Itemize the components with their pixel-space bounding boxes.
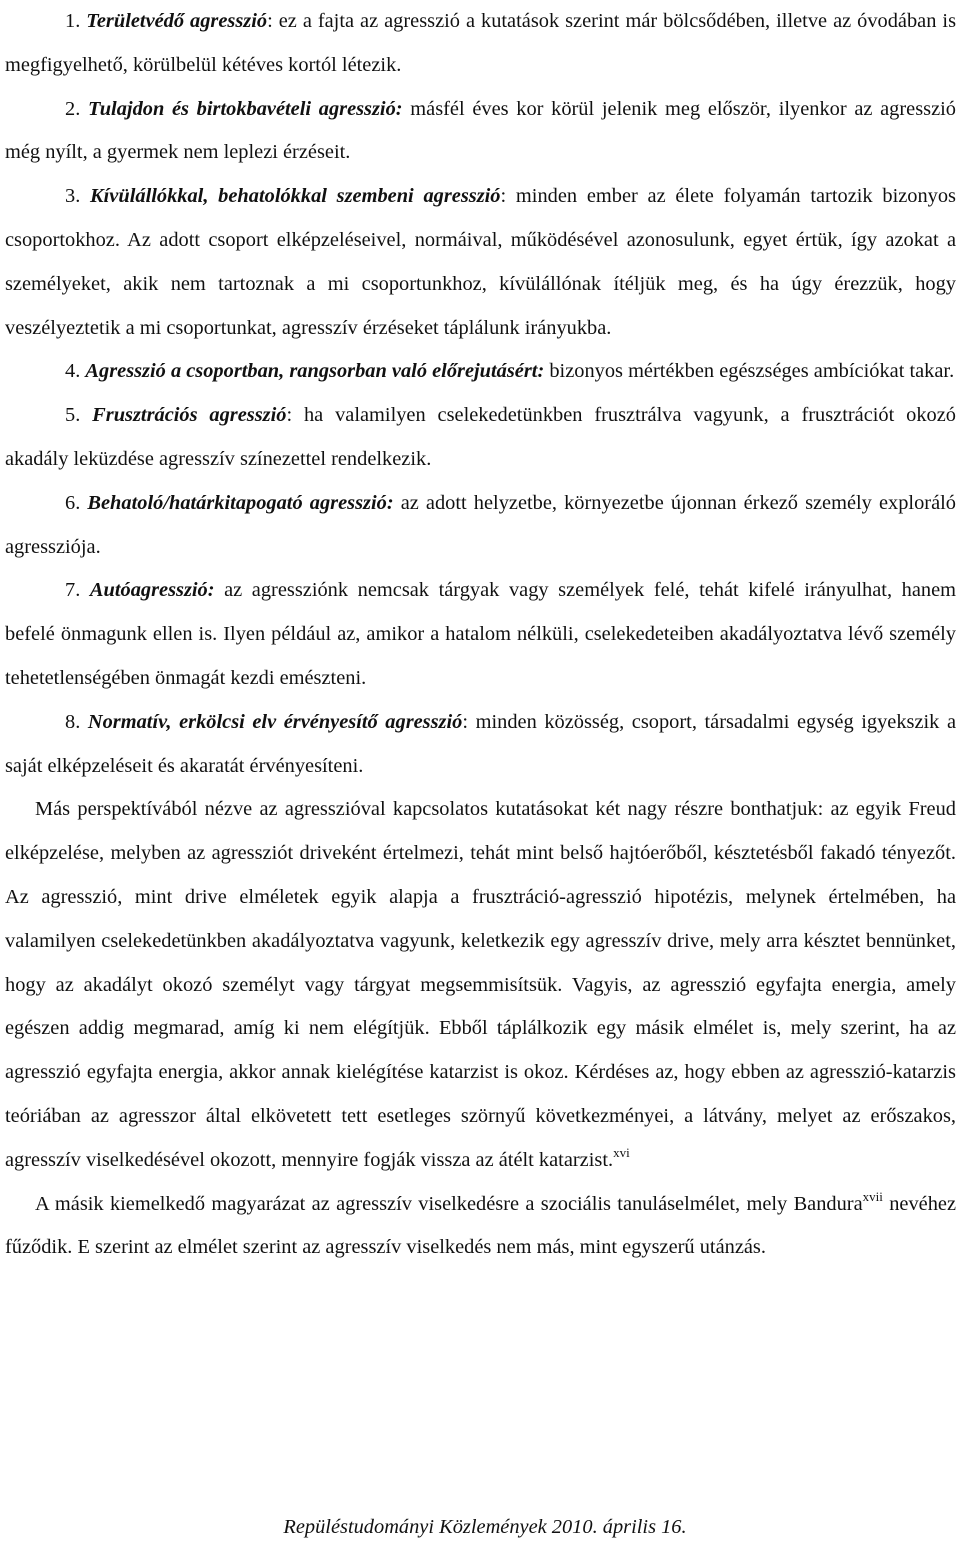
list-text: : minden közösség, csoport, társadalmi egység igyekszik a saját elképzeléseit és akaratát érvényesíteni. bbox=[5, 710, 957, 777]
paragraph-text: A másik kiemelkedő magyarázat az agresszív viselkedésre a szociális tanuláselmélet, mely Bandura bbox=[35, 1192, 863, 1215]
list-number: 5. bbox=[65, 404, 81, 427]
list-number: 2. bbox=[65, 97, 81, 120]
paragraph-text: nevéhez fűződik. E szerint az elmélet szerint az agresszív viselkedés nem más, mint egyszerű utánzás. bbox=[5, 1192, 956, 1259]
list-text: bizonyos mértékben egészséges ambíciókat takar. bbox=[544, 360, 955, 383]
list-item bbox=[5, 88, 956, 176]
list-text: : minden ember az élete folyamán tartozik bizonyos csoportokhoz. Az adott csoport elképzeléseivel, normáival, működésével azonosulunk, egyet értük, így azokat a személyeket, akik nem tartoznak a mi csoportunkhoz, kívülállónak ítéljük meg, és ha úgy érezzük, hogy veszélyeztetik a mi csoportunkat, agresszív érzéseket táplálunk irányukba. bbox=[5, 185, 956, 339]
list-term: Normatív, erkölcsi elv érvényesítő agresszió bbox=[87, 710, 463, 733]
list-item bbox=[5, 482, 956, 570]
footnote-ref[interactable]: xvi bbox=[613, 1144, 630, 1160]
list-item bbox=[5, 175, 956, 350]
list-number: 7. bbox=[65, 579, 81, 602]
body-paragraph bbox=[5, 788, 956, 1182]
list-item bbox=[5, 350, 956, 394]
list-text: másfél éves kor körül jelenik meg először, ilyenkor az agresszió még nyílt, a gyermek nem leplezi érzéseit. bbox=[5, 97, 957, 164]
list-text: : ez a fajta az agresszió a kutatások szerint már bölcsődében, illetve az óvodában is megfigyelhető, körülbelül kétéves kortól létezik. bbox=[5, 10, 957, 76]
list-term: Agresszió a csoportban, rangsorban való előrejutásért: bbox=[85, 360, 545, 383]
list-text: az agressziónk nemcsak tárgyak vagy személyek felé, tehát kifelé irányulhat, hanem befelé önmagunk ellen is. Ilyen például az, amikor a hatalom nélküli, cselekedeteiben akadályoztatva lévő személy tehetetlenségében önmagát kezdi emészteni. bbox=[5, 579, 956, 689]
page-footer: Repüléstudományi Közlemények 2010. április 16. bbox=[283, 1516, 687, 1538]
paragraph-text: Más perspektívából nézve az agresszióval kapcsolatos kutatásokat két nagy részre bonthatjuk: az egyik Freud elképzelése, melyben az agressziót driveként értelmezi, tehát mint belső hajtóerőből, késztetésből fakadó tényezőt. Az agresszió, mint drive elméletek egyik alapja a frusztráció-agresszió hipotézis, melynek értelmében, ha valamilyen cselekedetünkben akadályoztatva vagyunk, keletkezik egy agresszív drive, mely arra késztet bennünket, hogy az akadályt okozó személyt vagy tárgyat megsemmisítsük. Vagyis, az agresszió egyfajta energia, amely egészen addig megmarad, amíg ki nem elégítjük. Ebből táplálkozik egy másik elmélet is, mely szerint, ha az agresszió egyfajta energia, akkor annak kielégítése katarzist is okoz. Kérdéses az, hogy ebben az agresszió-katarzis teóriában az agresszor által elkövetett tett esetleges szörnyű következményei, a látvány, melyet az erőszakos, agresszív viselkedésével okozott, mennyire fogják vissza az átélt katarzist. bbox=[5, 798, 956, 1171]
footnote-ref[interactable]: xvii bbox=[862, 1188, 883, 1204]
list-item bbox=[5, 0, 956, 88]
list-number: 6. bbox=[65, 491, 81, 514]
list-item bbox=[5, 394, 956, 482]
list-term: Frusztrációs agresszió bbox=[92, 404, 287, 427]
list-term: Kívülállókkal, behatolókkal szembeni agresszió bbox=[90, 185, 501, 208]
document-body bbox=[5, 0, 956, 1270]
list-number: 8. bbox=[65, 710, 81, 733]
list-number: 1. bbox=[65, 10, 81, 32]
list-text: : ha valamilyen cselekedetünkben frusztrálva vagyunk, a frusztrációt okozó akadály leküzdése agresszív színezettel rendelkezik. bbox=[5, 404, 956, 470]
list-number: 3. bbox=[65, 185, 81, 208]
list-term: Területvédő agresszió bbox=[86, 10, 268, 32]
list-term: Behatoló/határkitapogató agresszió: bbox=[87, 491, 394, 514]
list-number: 4. bbox=[65, 360, 81, 383]
list-item bbox=[5, 569, 956, 700]
body-paragraph bbox=[5, 1183, 956, 1271]
list-text: az adott helyzetbe, környezetbe újonnan érkező személy exploráló agressziója. bbox=[5, 491, 956, 558]
list-term: Tulajdon és birtokbavételi agresszió: bbox=[88, 97, 403, 120]
list-item bbox=[5, 701, 956, 789]
list-term: Autóagresszió: bbox=[89, 579, 215, 602]
